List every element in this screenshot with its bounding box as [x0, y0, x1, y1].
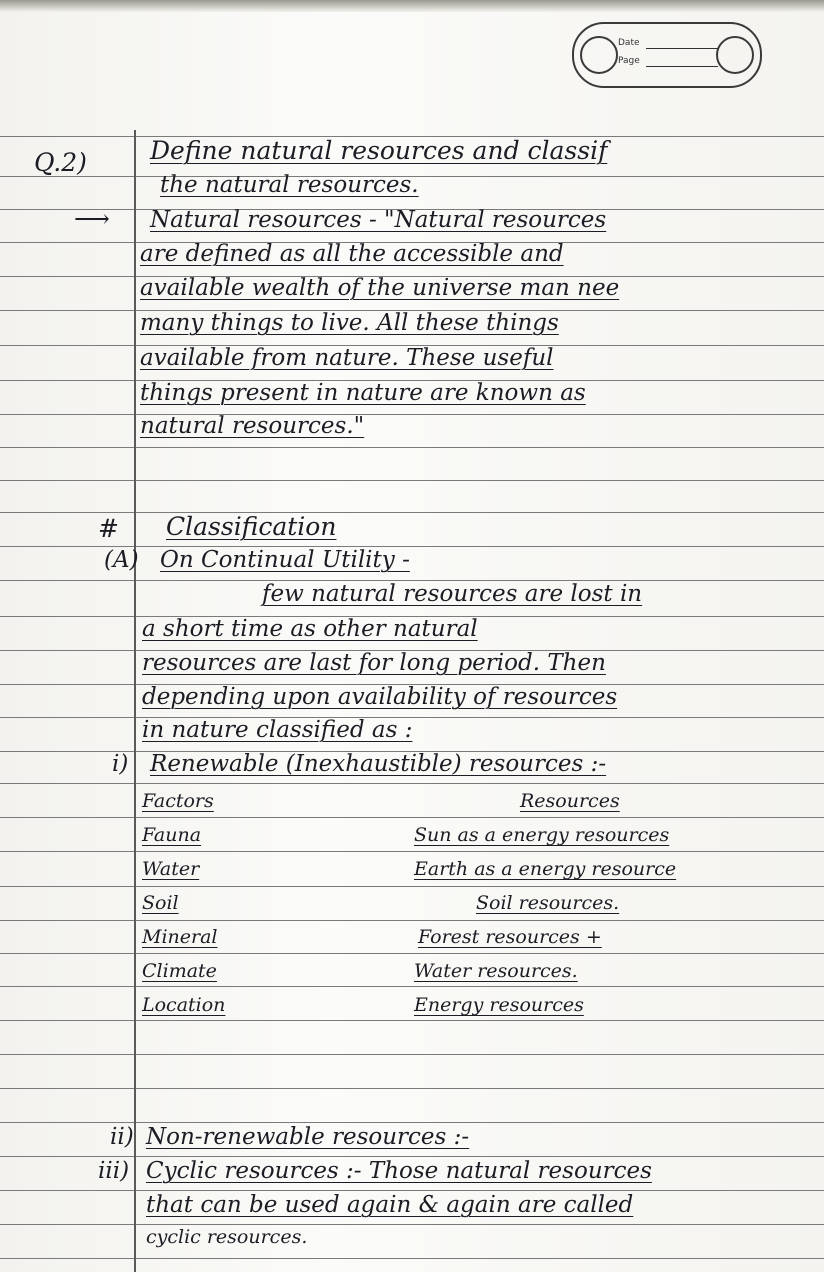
answer-line-3: available wealth of the universe man nee	[140, 275, 620, 301]
factors-header: Factors	[142, 790, 214, 812]
resource-row-5: Water resources.	[414, 960, 578, 982]
classification-heading: Classification	[166, 512, 337, 541]
ruled-line	[0, 1156, 824, 1157]
resource-row-1: Sun as a energy resources	[414, 824, 670, 846]
resources-header: Resources	[520, 790, 620, 812]
cyclic-marker: iii)	[98, 1158, 130, 1184]
classification-line-1: few natural resources are lost in	[262, 581, 643, 607]
stamp-right-circle	[716, 36, 754, 74]
date-page-stamp	[572, 22, 762, 88]
factor-row-5: Climate	[142, 960, 217, 982]
cyclic-line-1: Cyclic resources :- Those natural resources	[146, 1158, 652, 1184]
ruled-line	[0, 512, 824, 513]
answer-arrow: ⟶	[74, 204, 110, 233]
ruled-line	[0, 851, 824, 852]
renewable-marker: i)	[112, 751, 129, 777]
cyclic-line-3: cyclic resources.	[146, 1226, 308, 1248]
resource-row-4: Forest resources +	[418, 926, 602, 948]
ruled-line	[0, 920, 824, 921]
answer-line-1: Natural resources - "Natural resources	[150, 207, 607, 233]
nonrenewable-title: Non-renewable resources :-	[146, 1124, 470, 1150]
ruled-line	[0, 1088, 824, 1089]
ruled-line	[0, 1122, 824, 1123]
date-line	[646, 48, 718, 49]
resource-row-2: Earth as a energy resource	[414, 858, 677, 880]
ruled-line	[0, 1258, 824, 1259]
question-line-1: Define natural resources and classif	[150, 136, 608, 165]
page-label: Page	[618, 56, 640, 66]
ruled-line	[0, 1054, 824, 1055]
classification-line-2: a short time as other natural	[142, 616, 478, 642]
factor-row-4: Mineral	[142, 926, 218, 948]
classification-subheading: On Continual Utility -	[160, 547, 410, 573]
stamp-left-circle	[580, 36, 618, 74]
factor-row-3: Soil	[142, 892, 179, 914]
margin-line	[134, 130, 136, 1272]
classification-line-5: in nature classified as :	[142, 717, 413, 743]
cyclic-line-2: that can be used again & again are called	[146, 1192, 634, 1218]
ruled-line	[0, 1224, 824, 1225]
ruled-line	[0, 1190, 824, 1191]
factor-row-1: Fauna	[142, 824, 202, 846]
ruled-line	[0, 1020, 824, 1021]
answer-line-6: things present in nature are known as	[140, 380, 586, 406]
ruled-line	[0, 986, 824, 987]
ruled-line	[0, 886, 824, 887]
page-top-edge	[0, 0, 824, 12]
answer-line-7: natural resources."	[140, 413, 365, 439]
ruled-line	[0, 480, 824, 481]
ruled-line	[0, 447, 824, 448]
resource-row-3: Soil resources.	[476, 892, 620, 914]
ruled-line	[0, 783, 824, 784]
answer-line-2: are defined as all the accessible and	[140, 241, 564, 267]
date-label: Date	[618, 38, 640, 48]
factor-row-2: Water	[142, 858, 200, 880]
classification-marker-a: (A)	[104, 547, 139, 573]
nonrenewable-marker: ii)	[110, 1124, 134, 1150]
question-number: Q.2)	[34, 148, 87, 177]
classification-line-3: resources are last for long period. Then	[142, 650, 606, 676]
ruled-line	[0, 817, 824, 818]
resource-row-6: Energy resources	[414, 994, 584, 1016]
classification-line-4: depending upon availability of resources	[142, 684, 618, 710]
answer-line-5: available from nature. These useful	[140, 345, 554, 371]
answer-line-4: many things to live. All these things	[140, 310, 559, 336]
question-line-2: the natural resources.	[160, 172, 419, 198]
ruled-line	[0, 953, 824, 954]
classification-hash: #	[98, 514, 119, 543]
renewable-title: Renewable (Inexhaustible) resources :-	[150, 751, 607, 777]
ruled-line	[0, 414, 824, 415]
factor-row-6: Location	[142, 994, 226, 1016]
page-line	[646, 66, 718, 67]
